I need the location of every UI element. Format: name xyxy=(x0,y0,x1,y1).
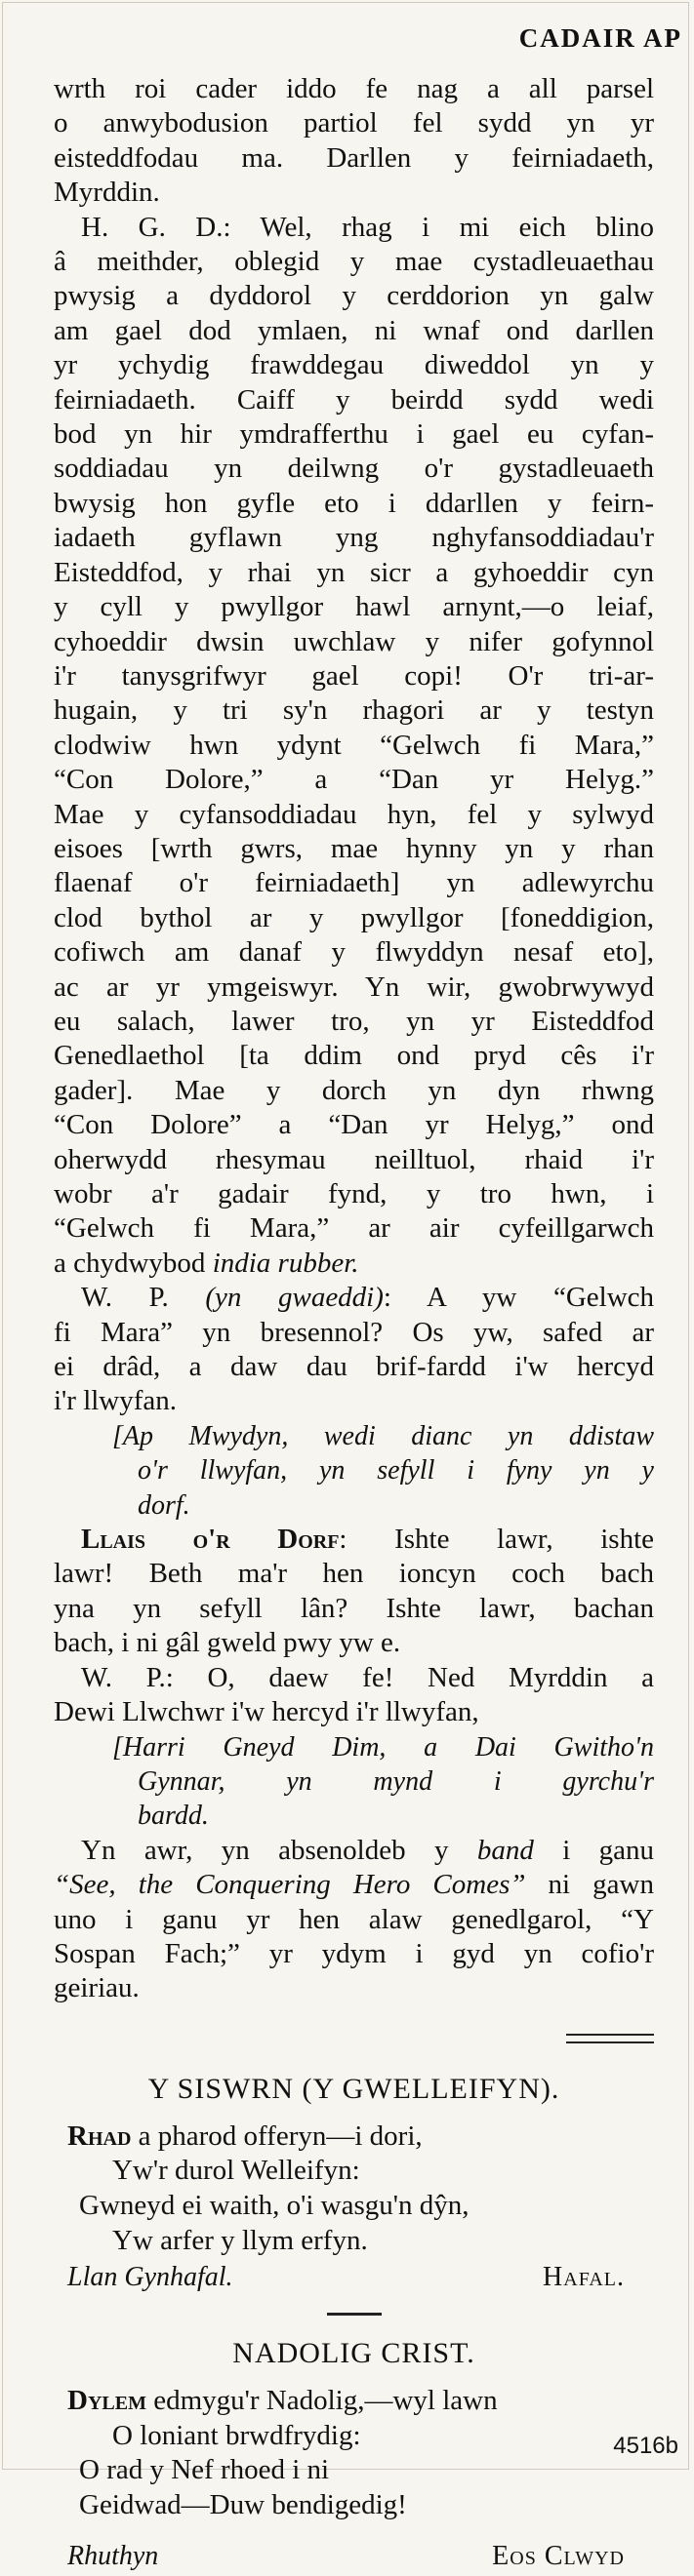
poem1-signature xyxy=(54,2258,654,2297)
poem1-author: Hafal. xyxy=(543,2262,625,2293)
body-lines-line: Genedlaethol [ta ddim ond pryd cês i'r xyxy=(54,1040,654,1072)
body-lines-line: flaenaf o'r feirniadaeth] yn adlewyrchu xyxy=(54,867,654,899)
closing-start: Yn awr, yn absenoldeb y xyxy=(81,1834,449,1866)
poem1-place: Llan Gynhafal. xyxy=(67,2262,233,2293)
stage1-line: o'r llwyfan, yn sefyll i fyny yn y xyxy=(138,1455,654,1486)
body-lines-line: cyhoeddir dwsin uwchlaw y nifer gofynnol xyxy=(54,625,654,657)
poem2-title: NADOLIG CRIST. xyxy=(232,2337,475,2370)
song-title: “See, the Conquering Hero Comes” xyxy=(54,1869,526,1901)
poem2-signature xyxy=(54,2537,654,2576)
stage-direction-1 xyxy=(54,1419,654,1523)
stage1-line: dorf. xyxy=(138,1489,190,1521)
poem2-line-2: O loniant brwdfrydig: xyxy=(112,2419,361,2451)
wp-direction: (yn gwaeddi) xyxy=(205,1282,384,1314)
poem1-line-1 xyxy=(54,2120,654,2155)
llais-rest-line: bach, i ni gâl gweld pwy yw e. xyxy=(54,1627,401,1659)
body-lines-line xyxy=(54,1247,654,1281)
closing-after-song: ni gawn xyxy=(525,1869,654,1901)
stage1-line: [Ap Mwydyn, wedi dianc yn ddistaw xyxy=(112,1420,654,1451)
body-lines-line: soddiadau yn deilwng o'r gystadleuaeth xyxy=(54,453,654,485)
poem2 xyxy=(54,2384,654,2522)
running-head: CADAIR AP xyxy=(518,23,682,53)
stage2-line: Gynnar, yn mynd i gyrchu'r xyxy=(138,1765,654,1797)
body-lines-line: â meithder, oblegid y mae cystadleuaethau xyxy=(54,246,654,278)
body-lines-line: am gael dod ymlaen, ni wnaf ond darllen xyxy=(54,314,654,346)
body-lines-line: eisteddfodau ma. Darllen y feirniadaeth, xyxy=(54,141,654,174)
body-lines-text: a chydwybod xyxy=(54,1247,206,1279)
wp-first-line xyxy=(54,1281,654,1315)
wp-rest-line: ei drâd, a daw dau brif-fardd i'w hercyd xyxy=(54,1351,654,1383)
body-lines-line: “Con Dolore,” a “Dan yr Helyg.” xyxy=(54,764,654,796)
wp2-line: W. P.: O, daew fe! Ned Myrddin a xyxy=(81,1661,654,1693)
body-lines-line: oherwydd rhesymau neilltuol, rhaid i'r xyxy=(54,1143,654,1175)
body-lines-line: pwysig a dyddorol y cerddorion yn galw xyxy=(54,280,654,312)
body-lines-line: bod yn hir ymdrafferthu i gael eu cyfan- xyxy=(54,418,654,451)
closing-song-line xyxy=(54,1868,654,1902)
body-lines-line: “Gelwch fi Mara,” ar air cyfeillgarwch xyxy=(54,1212,654,1245)
body-lines-line: wobr a'r gadair fynd, y tro hwn, i xyxy=(54,1178,654,1209)
closing-rest-line: geiriau. xyxy=(54,1972,140,2004)
closing-mid: i ganu xyxy=(533,1834,654,1866)
poem2-line-4: Geidwad—Duw bendigedig! xyxy=(79,2488,407,2520)
poem2-place: Rhuthyn xyxy=(67,2540,159,2571)
wp-rest-line: fi Mara” yn bresennol? Os yw, safed ar xyxy=(54,1316,654,1348)
wp-line-0: : A yw “Gelwch xyxy=(383,1282,655,1314)
llais-speaker: Llais o'r Dorf xyxy=(81,1524,340,1556)
poem1-line-3: Gwneyd ei waith, o'i wasgu'n dŷn, xyxy=(79,2189,469,2221)
body-lines-line: iadaeth gyflawn yng nghyfansoddiadau'r xyxy=(54,522,654,554)
body-lines-line: gader]. Mae y dorch yn dyn rhwng xyxy=(54,1074,654,1106)
body-text xyxy=(54,72,654,1281)
band-word: band xyxy=(476,1834,534,1866)
wp-speech xyxy=(54,1316,654,1419)
india-rubber-phrase: india rubber. xyxy=(212,1247,359,1279)
wp-rest-line: i'r llwyfan. xyxy=(54,1385,178,1417)
body-lines-line: clodwiw hwn ydynt “Gelwch fi Mara,” xyxy=(54,729,654,761)
body-lines-line: hugain, y tri sy'n rhagori ar y testyn xyxy=(54,694,654,727)
body-lines-line: “Con Dolore” a “Dan yr Helyg,” ond xyxy=(54,1109,654,1141)
llais-rest-line: yna yn sefyll lân? Ishte lawr, bachan xyxy=(54,1592,654,1624)
wp-speaker: W. P. xyxy=(81,1282,169,1314)
stage2-line: bardd. xyxy=(138,1801,209,1832)
llais-line-0: : Ishte lawr, ishte xyxy=(339,1524,654,1556)
body-lines-line: Eisteddfod, y rhai yn sicr a gyhoeddir cyn xyxy=(54,556,654,588)
poem1 xyxy=(54,2120,654,2258)
section-divider xyxy=(566,2034,654,2043)
body-lines-line: y cyll y pwyllgor hawl arnynt,—o leiaf, xyxy=(54,591,654,623)
poem2-author: Eos Clwyd xyxy=(492,2540,625,2571)
llais-rest-line: lawr! Beth ma'r hen ioncyn coch bach xyxy=(54,1558,654,1590)
stage2-line: [Harri Gneyd Dim, a Dai Gwitho'n xyxy=(112,1731,654,1763)
body-lines-line: H. G. D.: Wel, rhag i mi eich blino xyxy=(81,211,654,243)
text-column xyxy=(54,72,654,2576)
poem2-lead: Dylem xyxy=(67,2385,146,2417)
wp2-line: Dewi Llwchwr i'w hercyd i'r llwyfan, xyxy=(54,1696,479,1728)
closing-rest-line: uno i ganu yr hen alaw genedlgarol, “Y xyxy=(54,1903,654,1935)
closing-first-line xyxy=(54,1834,654,1868)
body-lines-line: clod bythol ar y pwyllgor [foneddigion, xyxy=(54,901,654,933)
poem1-lead: Rhad xyxy=(67,2120,132,2152)
poem2-line-1 xyxy=(54,2384,654,2419)
body-lines-line: ac ar yr ymgeiswyr. Yn wir, gwobrwywyd xyxy=(54,971,654,1003)
poem1-line-0: a pharod offeryn—i dori, xyxy=(131,2120,423,2152)
page-id: 4516b xyxy=(613,2433,678,2459)
body-lines-line: wrth roi cader iddo fe nag a all parsel xyxy=(54,73,654,104)
poem2-line-0: edmygu'r Nadolig,—wyl lawn xyxy=(145,2385,498,2417)
poem1-line-2: Yw'r durol Welleifyn: xyxy=(112,2155,360,2187)
body-lines-line: yr ychydig frawddegau diweddol yn y xyxy=(54,349,654,381)
body-lines-line: Myrddin. xyxy=(54,177,160,209)
body-lines-line: Mae y cyfansoddiadau hyn, fel y sylwyd xyxy=(54,798,654,830)
poem1-line-4: Yw arfer y llym erfyn. xyxy=(112,2224,368,2256)
poem2-line-3: O rad y Nef rhoed i ni xyxy=(79,2454,330,2486)
body-lines-line: feirniadaeth. Caiff y beirdd sydd wedi xyxy=(54,383,654,416)
closing-text xyxy=(54,1903,654,2006)
llais-speech xyxy=(54,1557,654,1660)
stage-direction-2 xyxy=(54,1730,654,1834)
body-lines-line: eu salach, lawer tro, yn yr Eisteddfod xyxy=(54,1005,654,1037)
closing-rest-line: Sospan Fach;” yr ydym i gyd yn cofio'r xyxy=(54,1937,654,1969)
body-lines-line: bwysig hon gyfle eto i ddarllen y feirn- xyxy=(54,487,654,519)
body-lines-line: i'r tanysgrifwyr gael copi! O'r tri-ar- xyxy=(54,659,654,692)
body-lines-line: o anwybodusion partiol fel sydd yn yr xyxy=(54,107,654,139)
short-divider xyxy=(327,2313,382,2316)
poem1-title: Y SISWRN (Y GWELLEIFYN). xyxy=(147,2072,560,2105)
body-lines-line: eisoes [wrth gwrs, mae hynny yn y rhan xyxy=(54,832,654,864)
llais-first-line xyxy=(54,1523,654,1557)
wp-speech-2 xyxy=(54,1661,654,1730)
body-lines-line: cofiwch am danaf y flwyddyn nesaf eto], xyxy=(54,936,654,969)
